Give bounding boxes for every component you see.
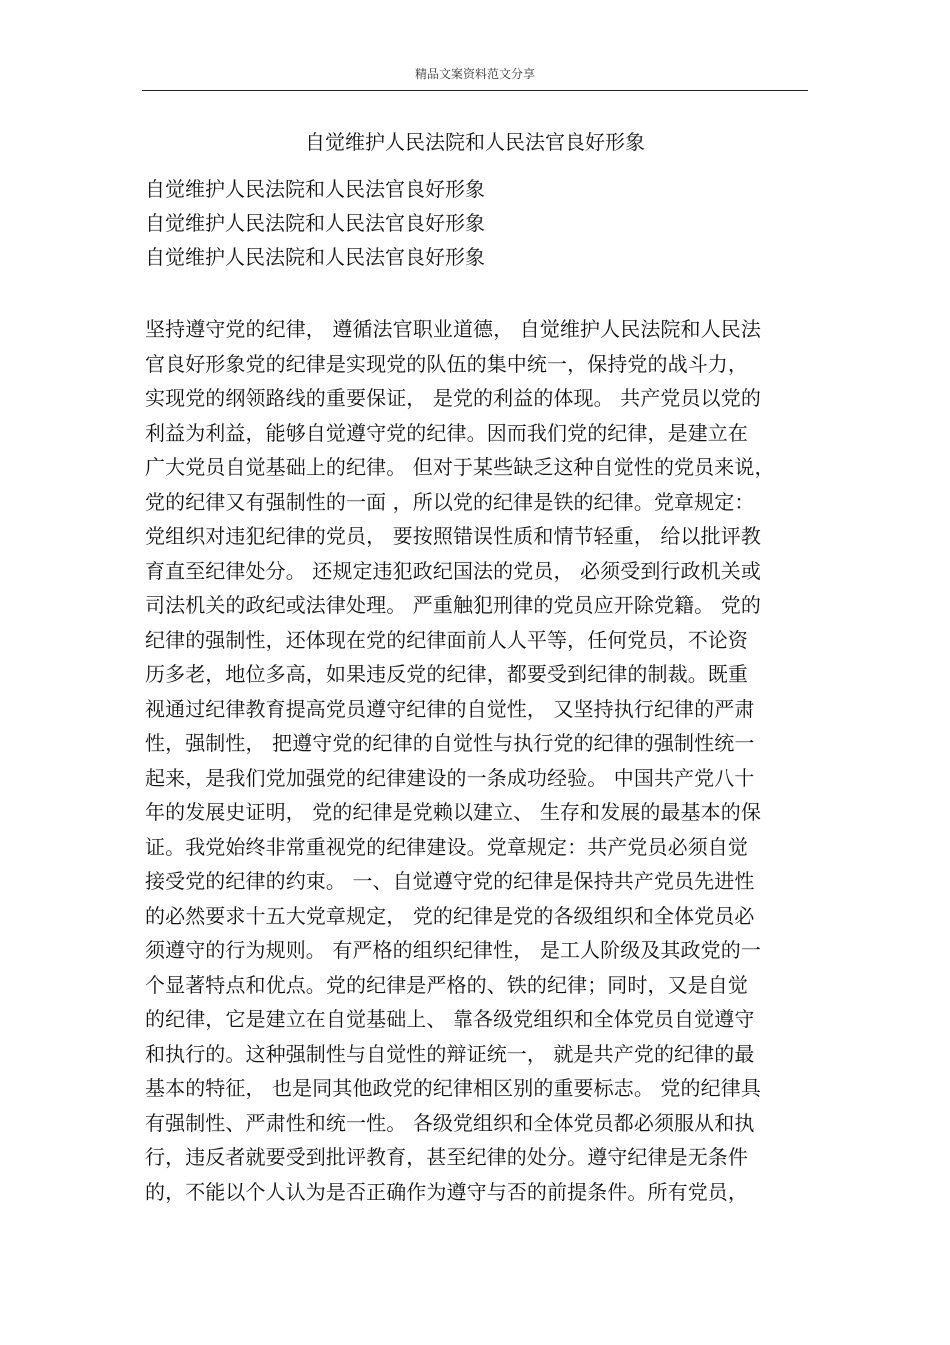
body-line: 年的发展史证明， 党的纪律是党赖以建立、 生存和发展的最基本的保 [145, 800, 761, 824]
body-line: 坚持遵守党的纪律， 遵循法官职业道德， 自觉维护人民法院和人民法 [145, 317, 761, 341]
body-line: 官良好形象党的纪律是实现党的队伍的集中统一，保持党的战斗力， [145, 351, 748, 376]
body-line: 视通过纪律教育提高党员遵守纪律的自觉性， 又坚持执行纪律的严肃 [145, 696, 755, 721]
body-line: 行，违反者就要受到批评教育，甚至纪律的处分。遵守纪律是无条件 [145, 1145, 748, 1169]
body-line: 司法机关的政纪或法律处理。 严重触犯刑律的党员应开除党籍。 党的 [145, 593, 761, 617]
subtitle-line: 自觉维护人民法院和人民法官良好形象 [145, 245, 485, 269]
body-line: 的必然要求十五大党章规定， 党的纪律是党的各级组织和全体党员必 [145, 903, 755, 928]
subtitle-block [145, 172, 805, 274]
body-line: 基本的特征， 也是同其他政党的纪律相区别的重要标志。 党的纪律具 [145, 1076, 761, 1100]
subtitle-line: 自觉维护人民法院和人民法官良好形象 [145, 211, 485, 235]
body-line: 须遵守的行为规则。 有严格的组织纪律性， 是工人阶级及其政党的一 [145, 938, 761, 962]
body-line: 有强制性、严肃性和统一性。 各级党组织和全体党员都必须服从和执 [145, 1110, 755, 1135]
body-text [145, 312, 810, 1209]
body-line: 党组织对违犯纪律的党员， 要按照错误性质和情节轻重， 给以批评教 [145, 524, 761, 548]
body-line: 的纪律，它是建立在自觉基础上、 靠各级党组织和全体党员自觉遵守 [145, 1007, 755, 1031]
page-header: 精品文案资料范文分享 [414, 67, 535, 81]
body-line: 性，强制性， 把遵守党的纪律的自觉性与执行党的纪律的强制性统一 [145, 731, 755, 755]
subtitle-line: 自觉维护人民法院和人民法官良好形象 [145, 177, 485, 201]
body-line: 个显著特点和优点。党的纪律是严格的、铁的纪律；同时，又是自觉 [145, 972, 748, 997]
header-divider [142, 90, 808, 91]
body-line: 证。我党始终非常重视党的纪律建设。党章规定：共产党员必须自觉 [145, 834, 748, 859]
body-line: 起来，是我们党加强党的纪律建设的一条成功经验。 中国共产党八十 [145, 765, 755, 790]
body-line: 历多老，地位多高，如果违反党的纪律，都要受到纪律的制裁。既重 [145, 662, 748, 686]
body-line: 利益为利益，能够自觉遵守党的纪律。因而我们党的纪律，是建立在 [145, 420, 748, 445]
body-line: 纪律的强制性，还体现在党的纪律面前人人平等，任何党员，不论资 [145, 627, 748, 652]
document-title: 自觉维护人民法院和人民法官良好形象 [305, 130, 645, 154]
body-line: 接受党的纪律的约束。 一、自觉遵守党的纪律是保持共产党员先进性 [145, 869, 755, 893]
body-line: 实现党的纲领路线的重要保证， 是党的利益的体现。 共产党员以党的 [145, 386, 761, 410]
body-line: 育直至纪律处分。 还规定违犯政纪国法的党员， 必须受到行政机关或 [145, 558, 761, 583]
body-line: 和执行的。这种强制性与自觉性的辩证统一， 就是共产党的纪律的最 [145, 1041, 755, 1066]
body-line: 广大党员自觉基础上的纪律。 但对于某些缺乏这种自觉性的党员来说， [145, 455, 775, 479]
body-line: 党的纪律又有强制性的一面 ，所以党的纪律是铁的纪律。党章规定： [145, 489, 755, 514]
body-line: 的，不能以个人认为是否正确作为遵守与否的前提条件。所有党员， [145, 1179, 748, 1204]
